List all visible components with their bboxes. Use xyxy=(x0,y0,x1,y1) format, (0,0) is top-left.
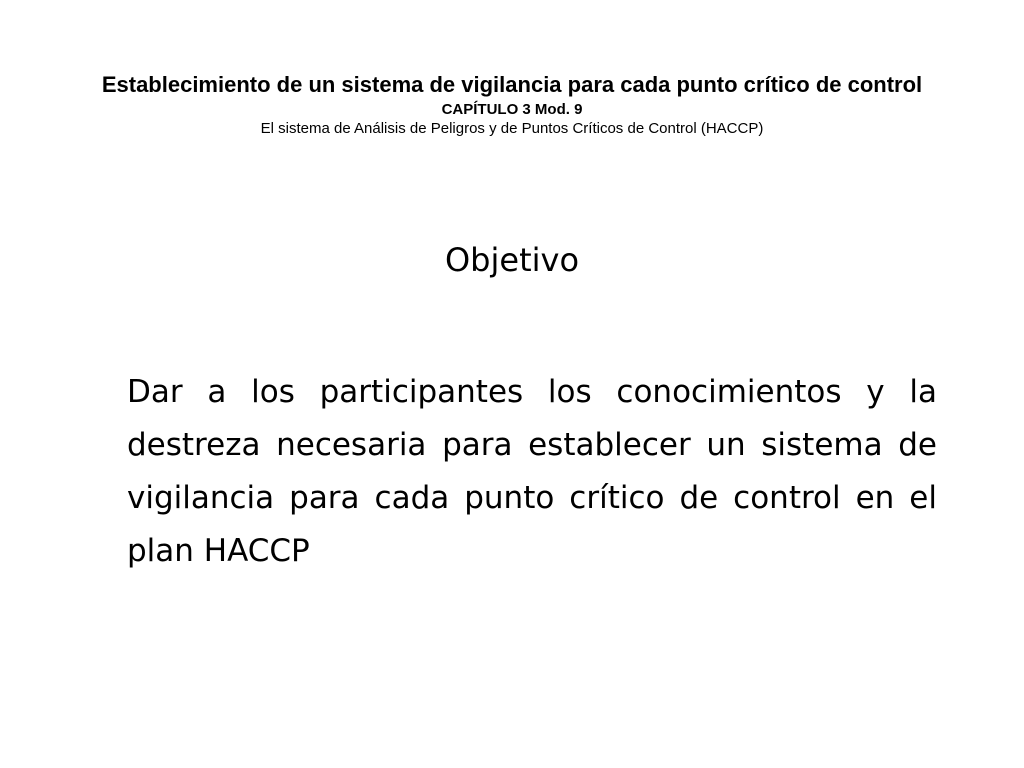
slide-title: Establecimiento de un sistema de vigilancia para cada punto crítico de control xyxy=(101,72,923,97)
objective-heading: Objetivo xyxy=(444,241,580,279)
slide-header xyxy=(0,70,1024,138)
objective-text: Dar a los participantes los conocimientos y la destreza necesaria para establecer un sistema de vigilancia para cada punto crítico de control en el plan HACCP xyxy=(127,374,937,569)
chapter-label: CAPÍTULO 3 Mod. 9 xyxy=(441,101,583,118)
module-subtitle: El sistema de Análisis de Peligros y de Puntos Críticos de Control (HACCP) xyxy=(260,120,764,137)
